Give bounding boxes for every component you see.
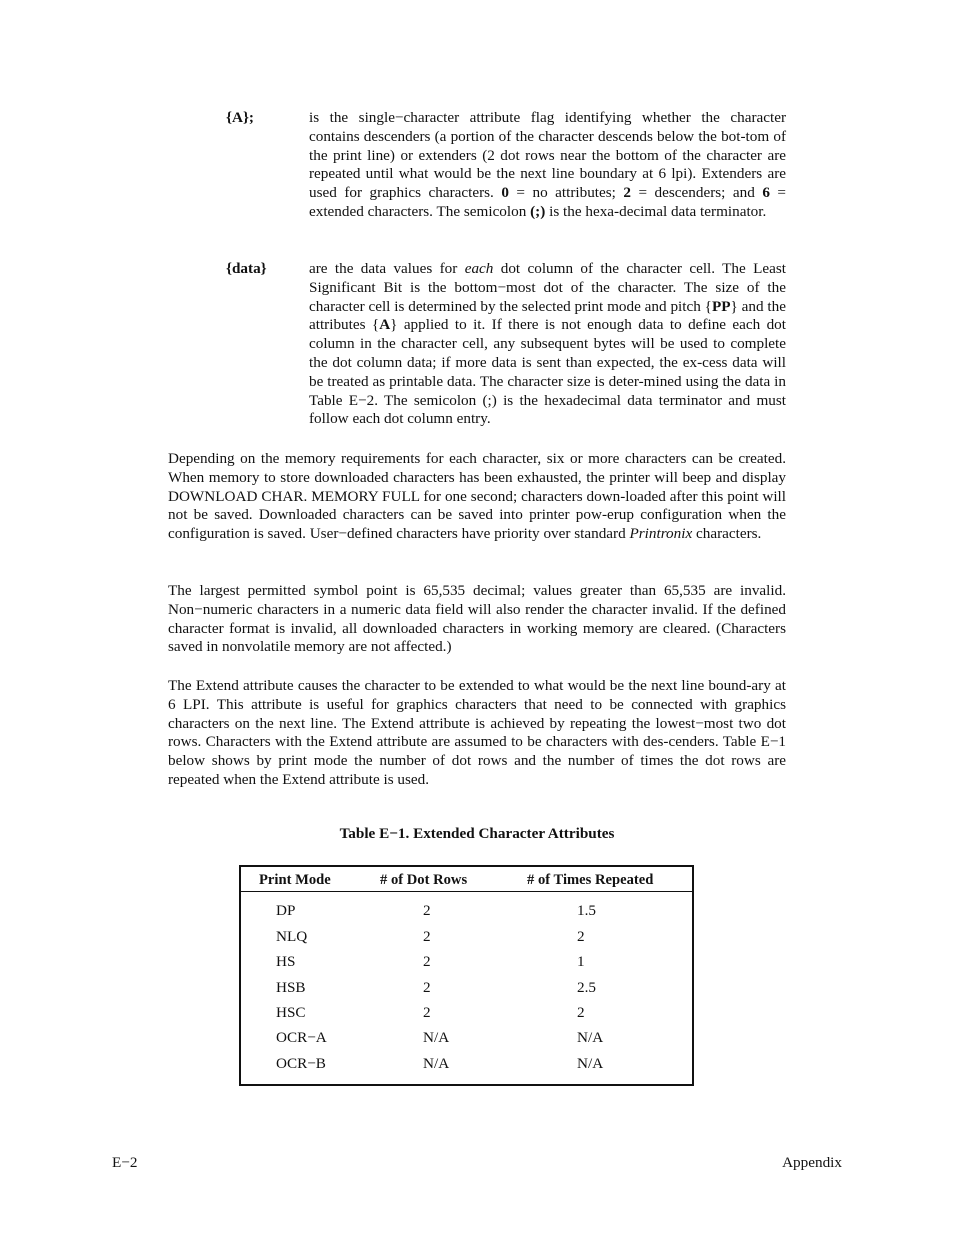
cell-print-mode: HSB bbox=[276, 979, 306, 996]
definition-data bbox=[226, 260, 786, 429]
table-row bbox=[241, 1029, 692, 1054]
cell-print-mode: HS bbox=[276, 953, 296, 970]
table-row bbox=[241, 953, 692, 978]
column-header-print-mode: Print Mode bbox=[259, 872, 331, 888]
text-run: characters. bbox=[692, 525, 762, 543]
text-run: is the single−character attribute flag identifying whether the character contains descenders (a portion of the character descends below the bot-tom of the print line) or extenders (2 dot rows near the bottom of the character are repeated until what would be the next line boundary at 6 lpi). Extenders are used for graphics characters. bbox=[309, 109, 786, 202]
definition-attribute-flag bbox=[226, 109, 786, 222]
cell-dot-rows: 2 bbox=[423, 928, 431, 945]
cell-times-repeated: 2 bbox=[577, 928, 585, 945]
text-run: The largest permitted symbol point is 65,535 decimal; values greater than 65,535 are invalid. Non−numeric characters in a numeric data field will also render the character invalid. If the defined character format is invalid, all downloaded characters in working memory are cleared. (Characters saved in nonvolatile memory are not affected.) bbox=[168, 582, 786, 656]
definition-description bbox=[309, 109, 786, 222]
table-row bbox=[241, 1004, 692, 1029]
text-run: The Extend attribute causes the character to be extended to what would be the next line bound-ary at 6 LPI. This attribute is useful for graphics characters that need to be connected with graphics characters on the next line. The Extend attribute is achieved by repeating the lowest−most two dot rows. Characters with the Extend attribute are assumed to be characters with des-cenders. Table E−1 below shows by print mode the number of dot rows and the number of times the dot rows are repeated when the Extend attribute is used. bbox=[168, 677, 786, 788]
table-row bbox=[241, 1055, 692, 1080]
text-run: are the data values for bbox=[309, 260, 465, 277]
cell-dot-rows: N/A bbox=[423, 1055, 450, 1072]
cell-dot-rows: 2 bbox=[423, 979, 431, 996]
text-run: } applied to it. If there is not enough data to define each dot column in the character cell, any subsequent bytes will be used to complete the dot column data; if more data is sent than expected, the ex-cess data will be treated as printable data. The character size is deter-mined using the data in Table E−2. The semicolon (;) is the hexadecimal data terminator and must follow each dot column entry. bbox=[309, 316, 786, 428]
italic-text: each bbox=[464, 260, 494, 277]
extended-attributes-table bbox=[239, 865, 694, 1086]
bold-text: (;) bbox=[530, 202, 546, 220]
cell-dot-rows: 2 bbox=[423, 902, 431, 919]
text-run: dot column of the character cell. The Least Significant Bit is the bottom−most dot of the character. The size of the character cell is determined by the selected print mode and pitch { bbox=[309, 260, 786, 315]
definition-term: {data} bbox=[226, 260, 267, 277]
bold-text: 6 bbox=[762, 184, 770, 202]
bold-text: PP bbox=[711, 297, 731, 315]
cell-print-mode: HSC bbox=[276, 1004, 306, 1021]
text-run: = no attributes; bbox=[508, 184, 624, 202]
bold-text: A bbox=[379, 316, 391, 334]
table-row bbox=[241, 902, 692, 927]
column-header-dot-rows: # of Dot Rows bbox=[380, 872, 468, 888]
bold-text: 2 bbox=[623, 184, 631, 202]
text-run: = descenders; and bbox=[631, 184, 763, 202]
cell-print-mode: OCR−A bbox=[276, 1029, 327, 1046]
cell-print-mode: NLQ bbox=[276, 928, 308, 945]
definition-term: {A}; bbox=[226, 109, 254, 126]
cell-times-repeated: 2 bbox=[577, 1004, 585, 1021]
section-name: Appendix bbox=[782, 1154, 842, 1171]
text-run: } and the attributes { bbox=[309, 297, 786, 334]
table-row bbox=[241, 928, 692, 953]
cell-times-repeated: 2.5 bbox=[577, 979, 596, 996]
text-run: is the hexa-decimal data terminator. bbox=[545, 202, 767, 220]
column-header-times-repeated: # of Times Repeated bbox=[527, 872, 654, 888]
cell-dot-rows: 2 bbox=[423, 1004, 431, 1021]
italic-text: Printronix bbox=[629, 525, 693, 543]
cell-times-repeated: N/A bbox=[577, 1029, 604, 1046]
table-row bbox=[241, 979, 692, 1004]
table-header bbox=[241, 867, 692, 892]
paragraph-memory bbox=[168, 450, 786, 544]
cell-times-repeated: 1 bbox=[577, 953, 585, 970]
paragraph-symbol-limits bbox=[168, 582, 786, 657]
text-run: Depending on the memory requirements for each character, six or more characters can be created. When memory to store downloaded characters has been exhausted, the printer will beep and display DOWNLOAD CHAR. MEMORY FULL for one second; characters down-loaded after this point will not be saved. Downloaded characters can be saved into printer pow-erup configuration when the configuration is saved. User−defined characters have priority over standard bbox=[168, 450, 786, 543]
cell-dot-rows: 2 bbox=[423, 953, 431, 970]
cell-print-mode: OCR−B bbox=[276, 1055, 326, 1072]
cell-dot-rows: N/A bbox=[423, 1029, 450, 1046]
definition-description bbox=[309, 260, 786, 429]
cell-times-repeated: N/A bbox=[577, 1055, 604, 1072]
table-caption: Table E−1. Extended Character Attributes bbox=[339, 825, 615, 842]
paragraph-extend-attribute bbox=[168, 677, 786, 790]
bold-text: 0 bbox=[501, 184, 509, 202]
cell-times-repeated: 1.5 bbox=[577, 902, 596, 919]
text-run: = extended characters. The semicolon bbox=[309, 184, 786, 220]
page-number: E−2 bbox=[112, 1154, 138, 1171]
cell-print-mode: DP bbox=[276, 902, 296, 919]
